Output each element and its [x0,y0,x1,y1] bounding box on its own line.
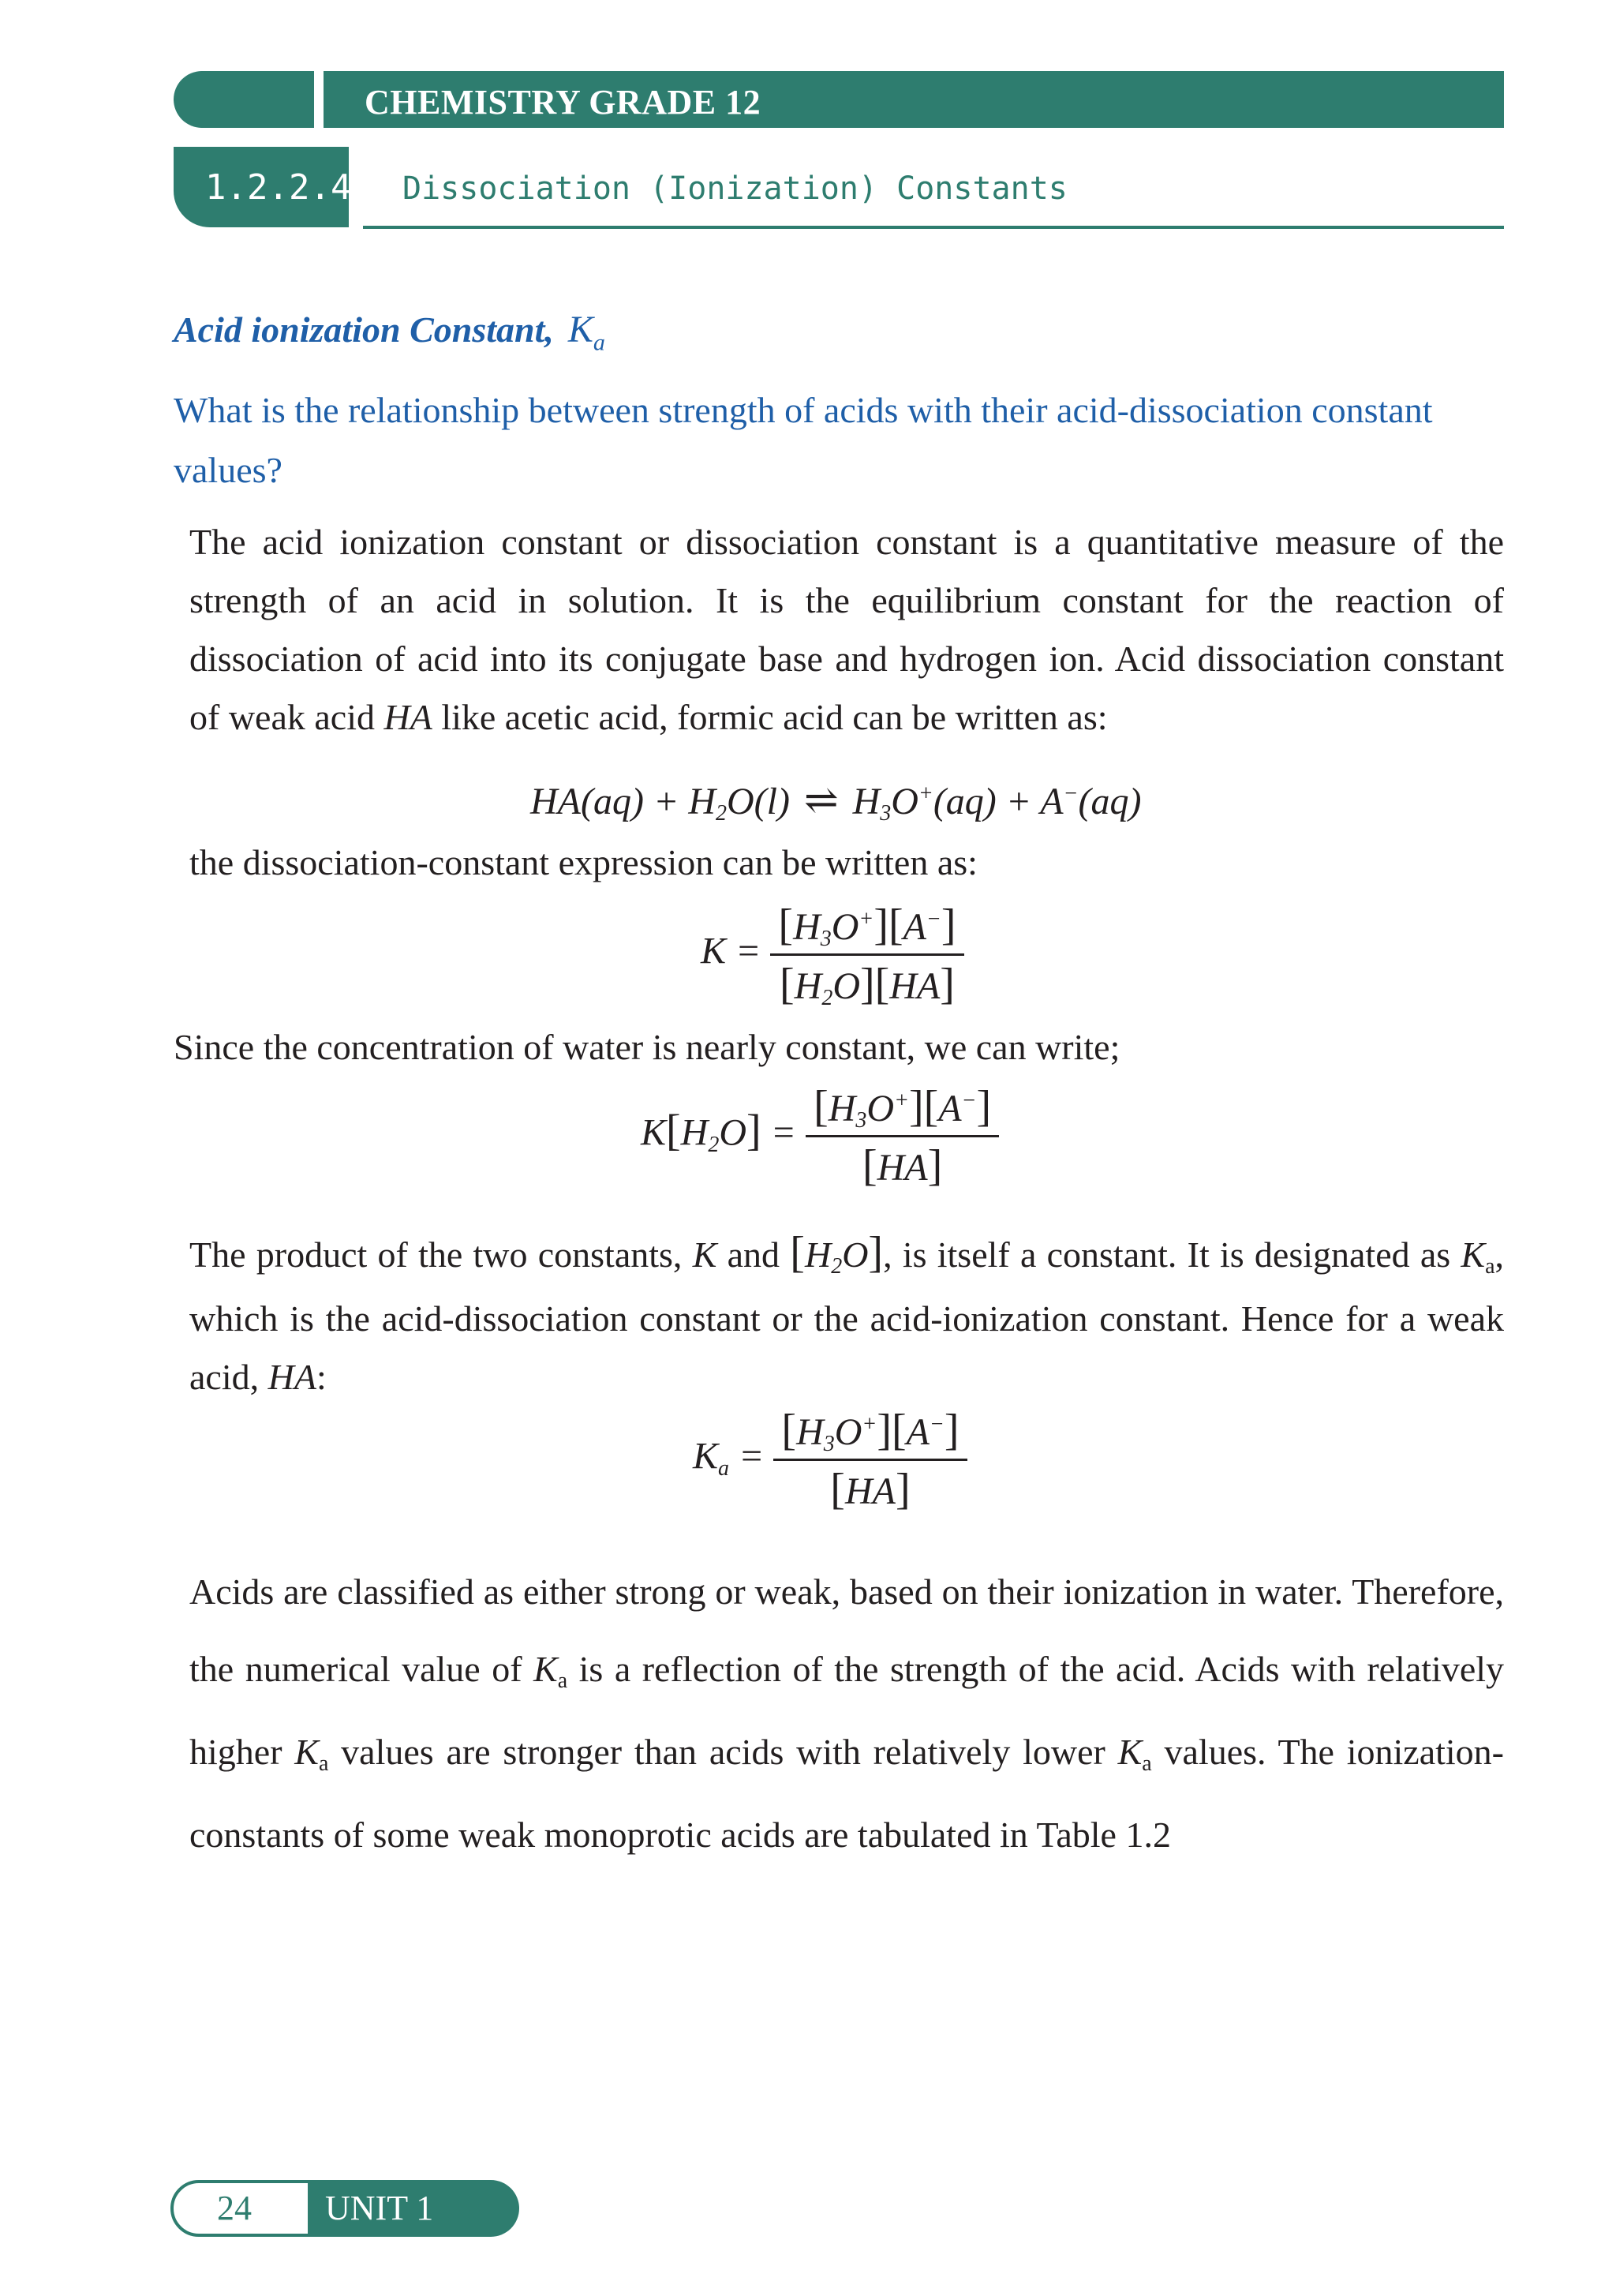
subheading [174,308,605,357]
section-underline [363,226,1504,229]
paragraph-2: the dissociation-constant expression can be written as: [189,842,978,882]
dissociation-equation: $HA(aq) + H_2O(l)$ ⇌ $H_3O^+(aq) + A^-(aq)$ [530,778,1142,826]
k-expression-equation: K = $\frac{[H_3O^+][A^-]}{[H_2O][HA]}$ [701,900,964,1009]
unit-label: UNIT 1 [325,2189,434,2227]
paragraph-3: Since the concentration of water is nearly constant, we can write; [174,1027,1120,1067]
paragraph-4: The product of the two constants, K and $[H_2O]$, is itself a constant. It is designated as $K_a$, which is the acid-dissociation constant or the acid-ionization constant. Hence for a weak acid, HA: [189,1228,1505,1397]
page-number: 24 [217,2189,252,2227]
subheading-symbol: $K_a$ [567,309,605,356]
paragraph-1: The acid ionization constant or dissociation constant is a quantitative measure of the strength of an acid in solution. It is the equilibrium constant for the reaction of dissociation of acid into its conjugate base and hydrogen ion. Acid dissociation constant of weak acid HA like acetic acid, formic acid can be written as: [189,522,1504,737]
ka-equation: $K_a$ = $\frac{[H_3O^+][A^-]}{[HA]}$ [693,1405,967,1515]
paragraph-5: Acids are classified as either strong or weak, based on their ionization in water. Therefore, the numerical value of $K_a$ is a reflection of the strength of the acid. Acids with relatively higher $K_a$ values are stronger than acids with relatively lower $K_a$ values. The ionization-constants of some weak monoprotic acids are tabulated in Table 1.2 [189,1571,1505,1855]
section-number: 1.2.2.4 [205,167,352,208]
k-water-equation: $K[H_2O]$ = $\frac{[H_3O^+][A^-]}{[HA]}$ [641,1081,999,1191]
section-title: Dissociation (Ionization) Constants [402,170,1068,207]
header-pill [174,71,314,128]
book-title: CHEMISTRY GRADE 12 [365,83,761,122]
guiding-question: What is the relationship between strength of acids with their acid-dissociation constant values? [174,390,1433,490]
subheading-text: Acid ionization Constant, [174,309,554,350]
